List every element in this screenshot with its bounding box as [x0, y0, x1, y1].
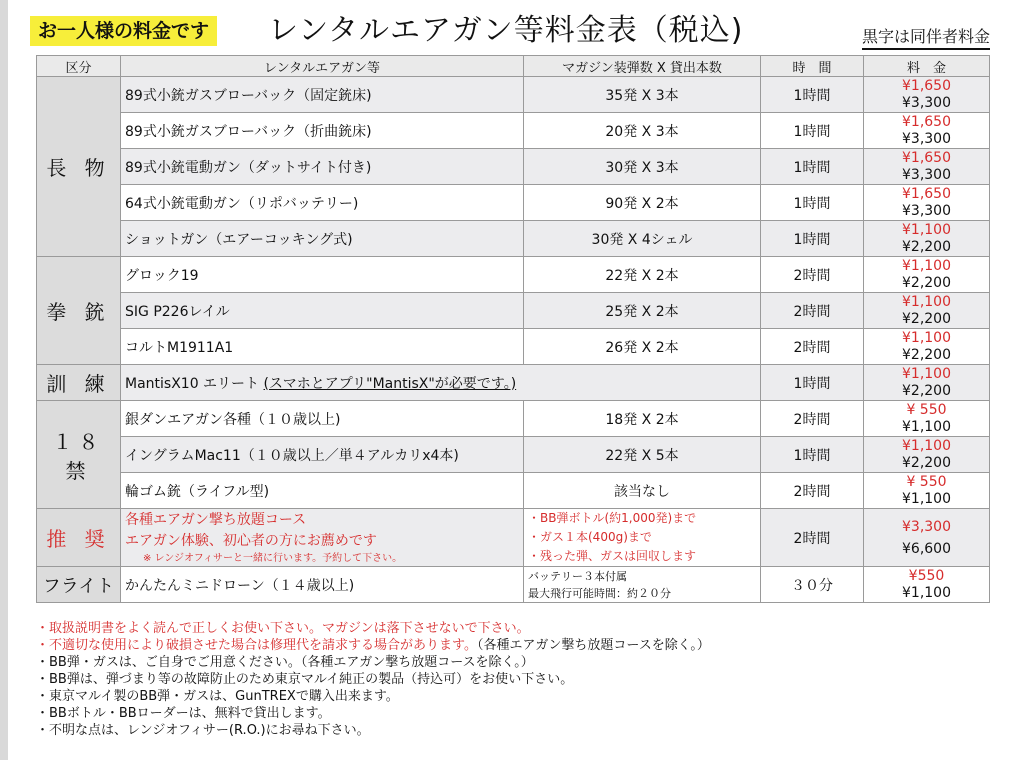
price-solo: ¥1,100	[902, 293, 951, 310]
gun-name: イングラムMac11（１０歳以上／単４アルカリx4本)	[121, 437, 524, 473]
rental-time: 2時間	[761, 329, 864, 365]
gun-name: 89式小銃ガスブローバック（固定銃床)	[121, 77, 524, 113]
price-companion: ¥3,300	[902, 166, 951, 183]
price-companion: ¥2,200	[902, 238, 951, 255]
rental-time: 1時間	[761, 437, 864, 473]
price-cell	[864, 185, 990, 221]
price-companion: ¥1,100	[902, 584, 951, 601]
col-header-category: 区分	[37, 56, 121, 77]
magazine-count: 22発 X 2本	[524, 257, 761, 293]
training-device-name: MantisX10 エリート	[125, 375, 264, 392]
category-pistols: 拳 銃	[37, 257, 121, 365]
price-solo: ¥1,650	[902, 113, 951, 130]
notes	[36, 620, 710, 739]
table-row	[37, 567, 990, 603]
table-row	[37, 257, 990, 293]
magazine-count: 30発 X 3本	[524, 149, 761, 185]
gun-name: 64式小銃電動ガン（リポバッテリー)	[121, 185, 524, 221]
note-line	[36, 637, 710, 654]
gun-name: グロック19	[121, 257, 524, 293]
note-line: ・BB弾は、弾づまり等の故障防止のため東京マルイ純正の製品（持込可）をお使い下さい。	[36, 672, 574, 687]
gun-name: 輪ゴム銃（ライフル型)	[121, 473, 524, 509]
magazine-count: 18発 X 2本	[524, 401, 761, 437]
price-cell	[864, 365, 990, 401]
price-cell	[864, 401, 990, 437]
magazine-count: 25発 X 2本	[524, 293, 761, 329]
price-companion: ¥1,100	[902, 418, 951, 435]
magazine-count: 該当なし	[524, 473, 761, 509]
gun-name: 89式小銃ガスブローバック（折曲銃床)	[121, 113, 524, 149]
price-cell	[864, 293, 990, 329]
rental-time: ３０分	[761, 567, 864, 603]
table-row	[37, 329, 990, 365]
price-solo: ¥550	[908, 567, 945, 584]
note-line: ・取扱説明書をよく読んで正しくお使い下さい。マガジンは落下させないで下さい。	[36, 621, 530, 636]
category-training: 訓 練	[37, 365, 121, 401]
table-header-row	[37, 56, 990, 77]
rental-time: 2時間	[761, 473, 864, 509]
gun-name: 89式小銃電動ガン（ダットサイト付き)	[121, 149, 524, 185]
price-cell	[864, 257, 990, 293]
rental-time: 2時間	[761, 257, 864, 293]
note-line: ・BBボトル・BBローダーは、無料で貸出します。	[36, 706, 331, 721]
flight-battery-info	[524, 567, 761, 603]
recommend-course	[121, 509, 524, 567]
table-row	[37, 401, 990, 437]
rental-time: 1時間	[761, 77, 864, 113]
magazine-count: 30発 X 4シェル	[524, 221, 761, 257]
price-solo: ¥1,100	[902, 257, 951, 274]
col-header-time: 時 間	[761, 56, 864, 77]
category-age18: １８禁	[37, 401, 121, 509]
recommend-course-desc: エアガン体験、初心者の方にお薦めです	[125, 532, 377, 549]
gun-name: ショットガン（エアーコッキング式)	[121, 221, 524, 257]
page-title: レンタルエアガン等料金表（税込)	[268, 13, 744, 48]
note-line: ・東京マルイ製のBB弾・ガスは、GunTREXで購入出来ます。	[36, 689, 399, 704]
rental-time: 2時間	[761, 509, 864, 567]
note-line: ・BB弾・ガスは、ご自身でご用意ください。（各種エアガン撃ち放題コースを除く。）	[36, 655, 534, 670]
list-item: ・BB弾ボトル(約1,000発)まで	[528, 511, 697, 525]
category-flight: フライト	[37, 567, 121, 603]
price-companion: ¥2,200	[902, 346, 951, 363]
price-cell	[864, 329, 990, 365]
table-row	[37, 113, 990, 149]
price-companion: ¥2,200	[902, 274, 951, 291]
category-recommended: 推 奨	[37, 509, 121, 567]
price-solo: ¥ 550	[906, 473, 947, 490]
price-cell	[864, 221, 990, 257]
magazine-count: 90発 X 2本	[524, 185, 761, 221]
price-cell	[864, 149, 990, 185]
price-solo: ¥1,100	[902, 365, 951, 382]
col-header-price: 料 金	[864, 56, 990, 77]
price-solo: ¥1,100	[902, 437, 951, 454]
table-row	[37, 473, 990, 509]
table-row	[37, 293, 990, 329]
table-row	[37, 149, 990, 185]
col-header-gun: レンタルエアガン等	[121, 56, 524, 77]
price-cell	[864, 437, 990, 473]
price-cell	[864, 567, 990, 603]
note-line-red: ・不適切な使用により破損させた場合は修理代を請求する場合があります。	[36, 638, 477, 653]
list-item: ・残った弾、ガスは回収します	[528, 549, 697, 563]
price-solo: ¥3,300	[902, 518, 951, 535]
header	[30, 8, 1000, 54]
price-companion: ¥6,600	[902, 540, 951, 557]
price-solo: ¥1,650	[902, 149, 951, 166]
rental-time: 2時間	[761, 293, 864, 329]
gun-name: かんたんミニドローン（１４歳以上)	[121, 567, 524, 603]
price-companion: ¥3,300	[902, 130, 951, 147]
price-companion: ¥1,100	[902, 490, 951, 507]
price-cell	[864, 77, 990, 113]
gun-name: SIG P226レイル	[121, 293, 524, 329]
price-cell	[864, 473, 990, 509]
rental-time: 2時間	[761, 401, 864, 437]
list-item: ・ガス１本(400g)まで	[528, 530, 652, 544]
note-line: ・不明な点は、レンジオフィサー(R.O.)にお尋ね下さい。	[36, 723, 370, 738]
price-companion: ¥3,300	[902, 94, 951, 111]
rental-time: 1時間	[761, 113, 864, 149]
rental-time: 1時間	[761, 149, 864, 185]
table-row	[37, 185, 990, 221]
recommend-course-title: 各種エアガン撃ち放題コース	[125, 511, 307, 528]
price-companion: ¥2,200	[902, 310, 951, 327]
price-table	[36, 55, 990, 603]
rental-time: 1時間	[761, 185, 864, 221]
magazine-count: 26発 X 2本	[524, 329, 761, 365]
recommend-course-note: ※ レンジオフィサーと一緒に行います。予約して下さい。	[143, 552, 403, 564]
category-long-guns: 長 物	[37, 77, 121, 257]
price-companion: ¥3,300	[902, 202, 951, 219]
magazine-count: 20発 X 3本	[524, 113, 761, 149]
table-row	[37, 221, 990, 257]
price-solo: ¥1,650	[902, 77, 951, 94]
price-cell	[864, 509, 990, 567]
magazine-count: 35発 X 3本	[524, 77, 761, 113]
price-solo: ¥ 550	[906, 401, 947, 418]
table-row	[37, 437, 990, 473]
per-person-badge: お一人様の料金です	[30, 16, 217, 46]
col-header-magazine: マガジン装弾数 X 貸出本数	[524, 56, 761, 77]
note-line-tail: （各種エアガン撃ち放題コースを除く。）	[476, 638, 710, 653]
flight-duration: 最大飛行可能時間：約２０分	[528, 586, 671, 600]
price-cell	[864, 113, 990, 149]
price-solo: ¥1,100	[902, 329, 951, 346]
flight-battery: バッテリー３本付属	[528, 569, 627, 583]
table-row	[37, 77, 990, 113]
table-row	[37, 509, 990, 567]
recommend-inclusions	[524, 509, 761, 567]
price-solo: ¥1,650	[902, 185, 951, 202]
companion-note: 黒字は同伴者料金	[862, 26, 990, 50]
gun-name	[121, 365, 761, 401]
rental-time: 1時間	[761, 221, 864, 257]
price-solo: ¥1,100	[902, 221, 951, 238]
price-companion: ¥2,200	[902, 454, 951, 471]
gun-name: コルトM1911A1	[121, 329, 524, 365]
rental-time: 1時間	[761, 365, 864, 401]
magazine-count: 22発 X 5本	[524, 437, 761, 473]
gun-name: 銀ダンエアガン各種（１０歳以上)	[121, 401, 524, 437]
price-companion: ¥2,200	[902, 382, 951, 399]
table-row	[37, 365, 990, 401]
page-edge	[0, 0, 8, 760]
training-requirement-note: (スマホとアプリ"MantisX"が必要です。)	[263, 375, 517, 392]
